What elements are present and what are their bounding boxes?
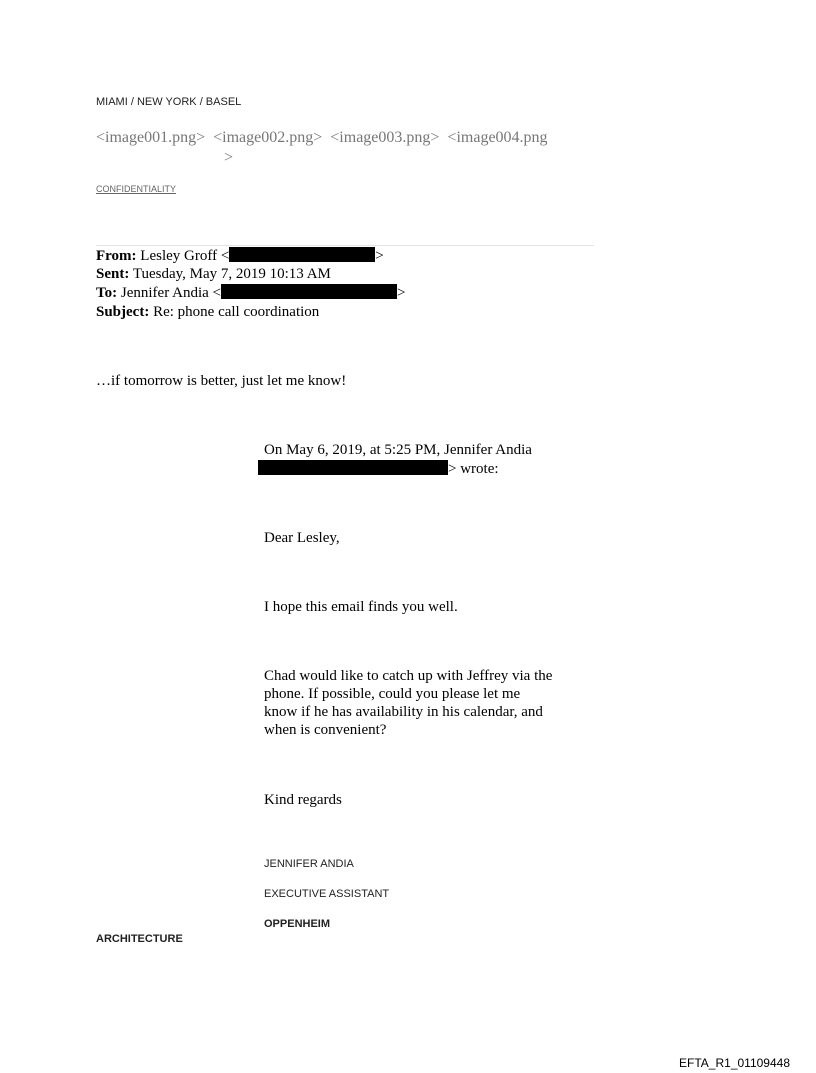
quote-attribution-tail: > wrote: bbox=[448, 461, 499, 477]
subject-line bbox=[96, 303, 319, 321]
redaction-block bbox=[258, 460, 448, 475]
closing: Kind regards bbox=[264, 792, 342, 808]
greeting: Dear Lesley, bbox=[264, 530, 340, 546]
subject-label: Subject: bbox=[96, 304, 150, 320]
image-ref-4: <image004.png bbox=[447, 129, 548, 146]
redaction-block bbox=[221, 284, 397, 299]
sent-label: Sent: bbox=[96, 266, 130, 282]
header-divider bbox=[96, 245, 594, 246]
office-locations: MIAMI / NEW YORK / BASEL bbox=[96, 96, 242, 108]
reply-body: …if tomorrow is better, just let me know! bbox=[96, 373, 347, 389]
signature-company: OPPENHEIM bbox=[264, 918, 331, 930]
from-value: Lesley Groff < bbox=[140, 248, 230, 264]
signature-company-line2: ARCHITECTURE bbox=[96, 933, 183, 945]
from-line bbox=[96, 247, 384, 265]
image-placeholders bbox=[96, 128, 596, 168]
from-tail: > bbox=[375, 248, 384, 264]
sent-line bbox=[96, 265, 331, 283]
image-ref-tail: > bbox=[224, 149, 234, 166]
paragraph-1: I hope this email finds you well. bbox=[264, 599, 458, 615]
subject-value: Re: phone call coordination bbox=[153, 304, 320, 320]
to-line bbox=[96, 284, 405, 302]
quote-attribution-line2 bbox=[258, 460, 499, 478]
redaction-block bbox=[229, 247, 375, 262]
document-id: EFTA_R1_01109448 bbox=[679, 1056, 790, 1070]
confidentiality-link[interactable]: CONFIDENTIALITY bbox=[96, 184, 177, 194]
image-ref-3: <image003.png> bbox=[330, 129, 440, 146]
signature-name: JENNIFER ANDIA bbox=[264, 858, 354, 870]
signature-title: EXECUTIVE ASSISTANT bbox=[264, 888, 390, 900]
quote-attribution: On May 6, 2019, at 5:25 PM, Jennifer Andia bbox=[264, 442, 532, 458]
to-value: Jennifer Andia < bbox=[120, 285, 221, 301]
image-ref-2: <image002.png> bbox=[213, 129, 323, 146]
from-label: From: bbox=[96, 248, 137, 264]
image-ref-1: <image001.png> bbox=[96, 129, 206, 146]
paragraph-2: Chad would like to catch up with Jeffrey via the phone. If possible, could you please let me know if he has availability in his calendar, and when is convenient? bbox=[264, 668, 553, 738]
to-label: To: bbox=[96, 285, 118, 301]
sent-value: Tuesday, May 7, 2019 10:13 AM bbox=[132, 266, 331, 282]
to-tail: > bbox=[396, 285, 406, 301]
